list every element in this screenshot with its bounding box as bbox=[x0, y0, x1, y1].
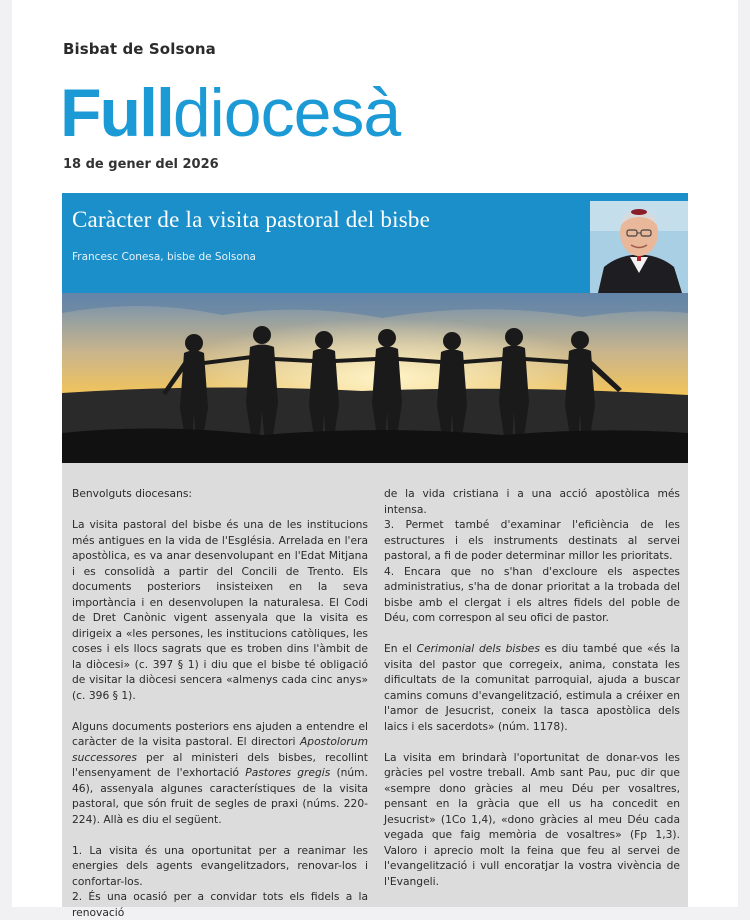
masthead-light: diocesà bbox=[172, 75, 401, 151]
article-photo bbox=[62, 293, 688, 463]
paragraph-4: La visita em brindarà l'oportunitat de donar-vos les gràcies pel vostre treball. Amb sant Pau, puc dir que «sempre dono gràcies al meu Déu per vosaltres, pensant en la gràcia que ell us ha concedit en Jesucrist» (1Co 1,4), «dono gràcies al meu Déu cada vegada que faig memòria de vosaltres» (Fp 1,3). Valoro i aprecio molt la feina que feu al servei de l'evangelització i vull encoratjar la vostra vivència de l'Evangeli. bbox=[384, 750, 680, 888]
page-sheet bbox=[12, 0, 738, 919]
article-author: Francesc Conesa, bisbe de Solsona bbox=[72, 251, 256, 263]
paragraph-2-text: Alguns documents posteriors ens ajuden a entendre el caràcter de la visita pastoral. El directori bbox=[72, 719, 368, 748]
list-item-3: 3. Permet també d'examinar l'eficiència de les estructures i els instruments destinats al servei pastoral, a fi de poder determinar millor les prioritats. bbox=[384, 518, 680, 562]
issue-date: 18 de gener del 2026 bbox=[63, 157, 219, 172]
exhortation-title: Pastores gregis bbox=[245, 766, 331, 779]
paragraph-3-text: En el bbox=[384, 642, 417, 655]
list-item-1: 1. La visita és una oportunitat per a reanimar les energies dels agents evangelitzadors, renovar-los i confortar-los. bbox=[72, 843, 368, 888]
article-header bbox=[62, 193, 688, 293]
bishop-portrait bbox=[590, 201, 688, 293]
masthead-bold: Full bbox=[60, 75, 173, 151]
paragraph-2-text-b: per al ministeri dels bisbes, recollint l'ensenyament de l'exhortació bbox=[72, 750, 368, 779]
paragraph-3-text-b: es diu també que «és la visita del pastor que corregeix, anima, constata les dificultats de la comunitat parroquial, ajuda a buscar camins comuns d'evangelització, estimula a créixer en l'amor de Jesucrist, coneix la tasca apostòlica dels laics i els sacerdots» (núm. 1178). bbox=[384, 642, 680, 733]
paragraph-3 bbox=[384, 641, 680, 734]
list-item-2-start: 2. És una ocasió per a convidar tots els fidels a la renovació bbox=[72, 890, 368, 919]
greeting: Benvolguts diocesans: bbox=[72, 487, 193, 500]
article-title: Caràcter de la visita pastoral del bisbe bbox=[72, 207, 430, 232]
paragraph-2-text-c: (núm. 46), assenyala algunes característiques de la visita pastoral, que són fruit de segles de praxi (núms. 220-224). Allà es diu el següent. bbox=[72, 766, 368, 826]
article-card bbox=[62, 193, 688, 919]
paragraph-1: La visita pastoral del bisbe és una de les institucions més antigues en la vida de l'Església. Arrelada en l'era apostòlica, es va anar desenvolupant en l'Edat Mitjana i es consolidà a partir del Concili de Trento. Els documents posteriors insisteixen en la seva importància i en desenvolupen la naturalesa. El Codi de Dret Canònic vigent assenyala que la visita es dirigeix a «les persones, les institucions catòliques, les coses i els llocs sagrats que es troben dins l'àmbit de la diòcesi» (c. 397 § 1) i diu que el bisbe té obligació de visitar la diòcesi sencera «almenys cada cinc anys» (c. 396 § 1). bbox=[72, 518, 368, 702]
masthead-logo bbox=[60, 75, 401, 151]
list-item-4: 4. Encara que no s'han d'excloure els aspectes administratius, s'ha de donar prioritat a la trobada del bisbe amb el clergat i els altres fidels del poble de Déu, com correspon al seu ofici de pastor. bbox=[384, 564, 680, 624]
directory-title: Apostolorum successores bbox=[72, 735, 368, 764]
article-column-right bbox=[384, 486, 680, 905]
diocese-name: Bisbat de Solsona bbox=[63, 40, 216, 58]
ceremonial-title: Cerimonial dels bisbes bbox=[416, 642, 540, 655]
article-column-left bbox=[72, 486, 368, 920]
list-item-2-end: de la vida cristiana i a una acció apostòlica més intensa. bbox=[384, 487, 680, 516]
paragraph-2 bbox=[72, 719, 368, 828]
